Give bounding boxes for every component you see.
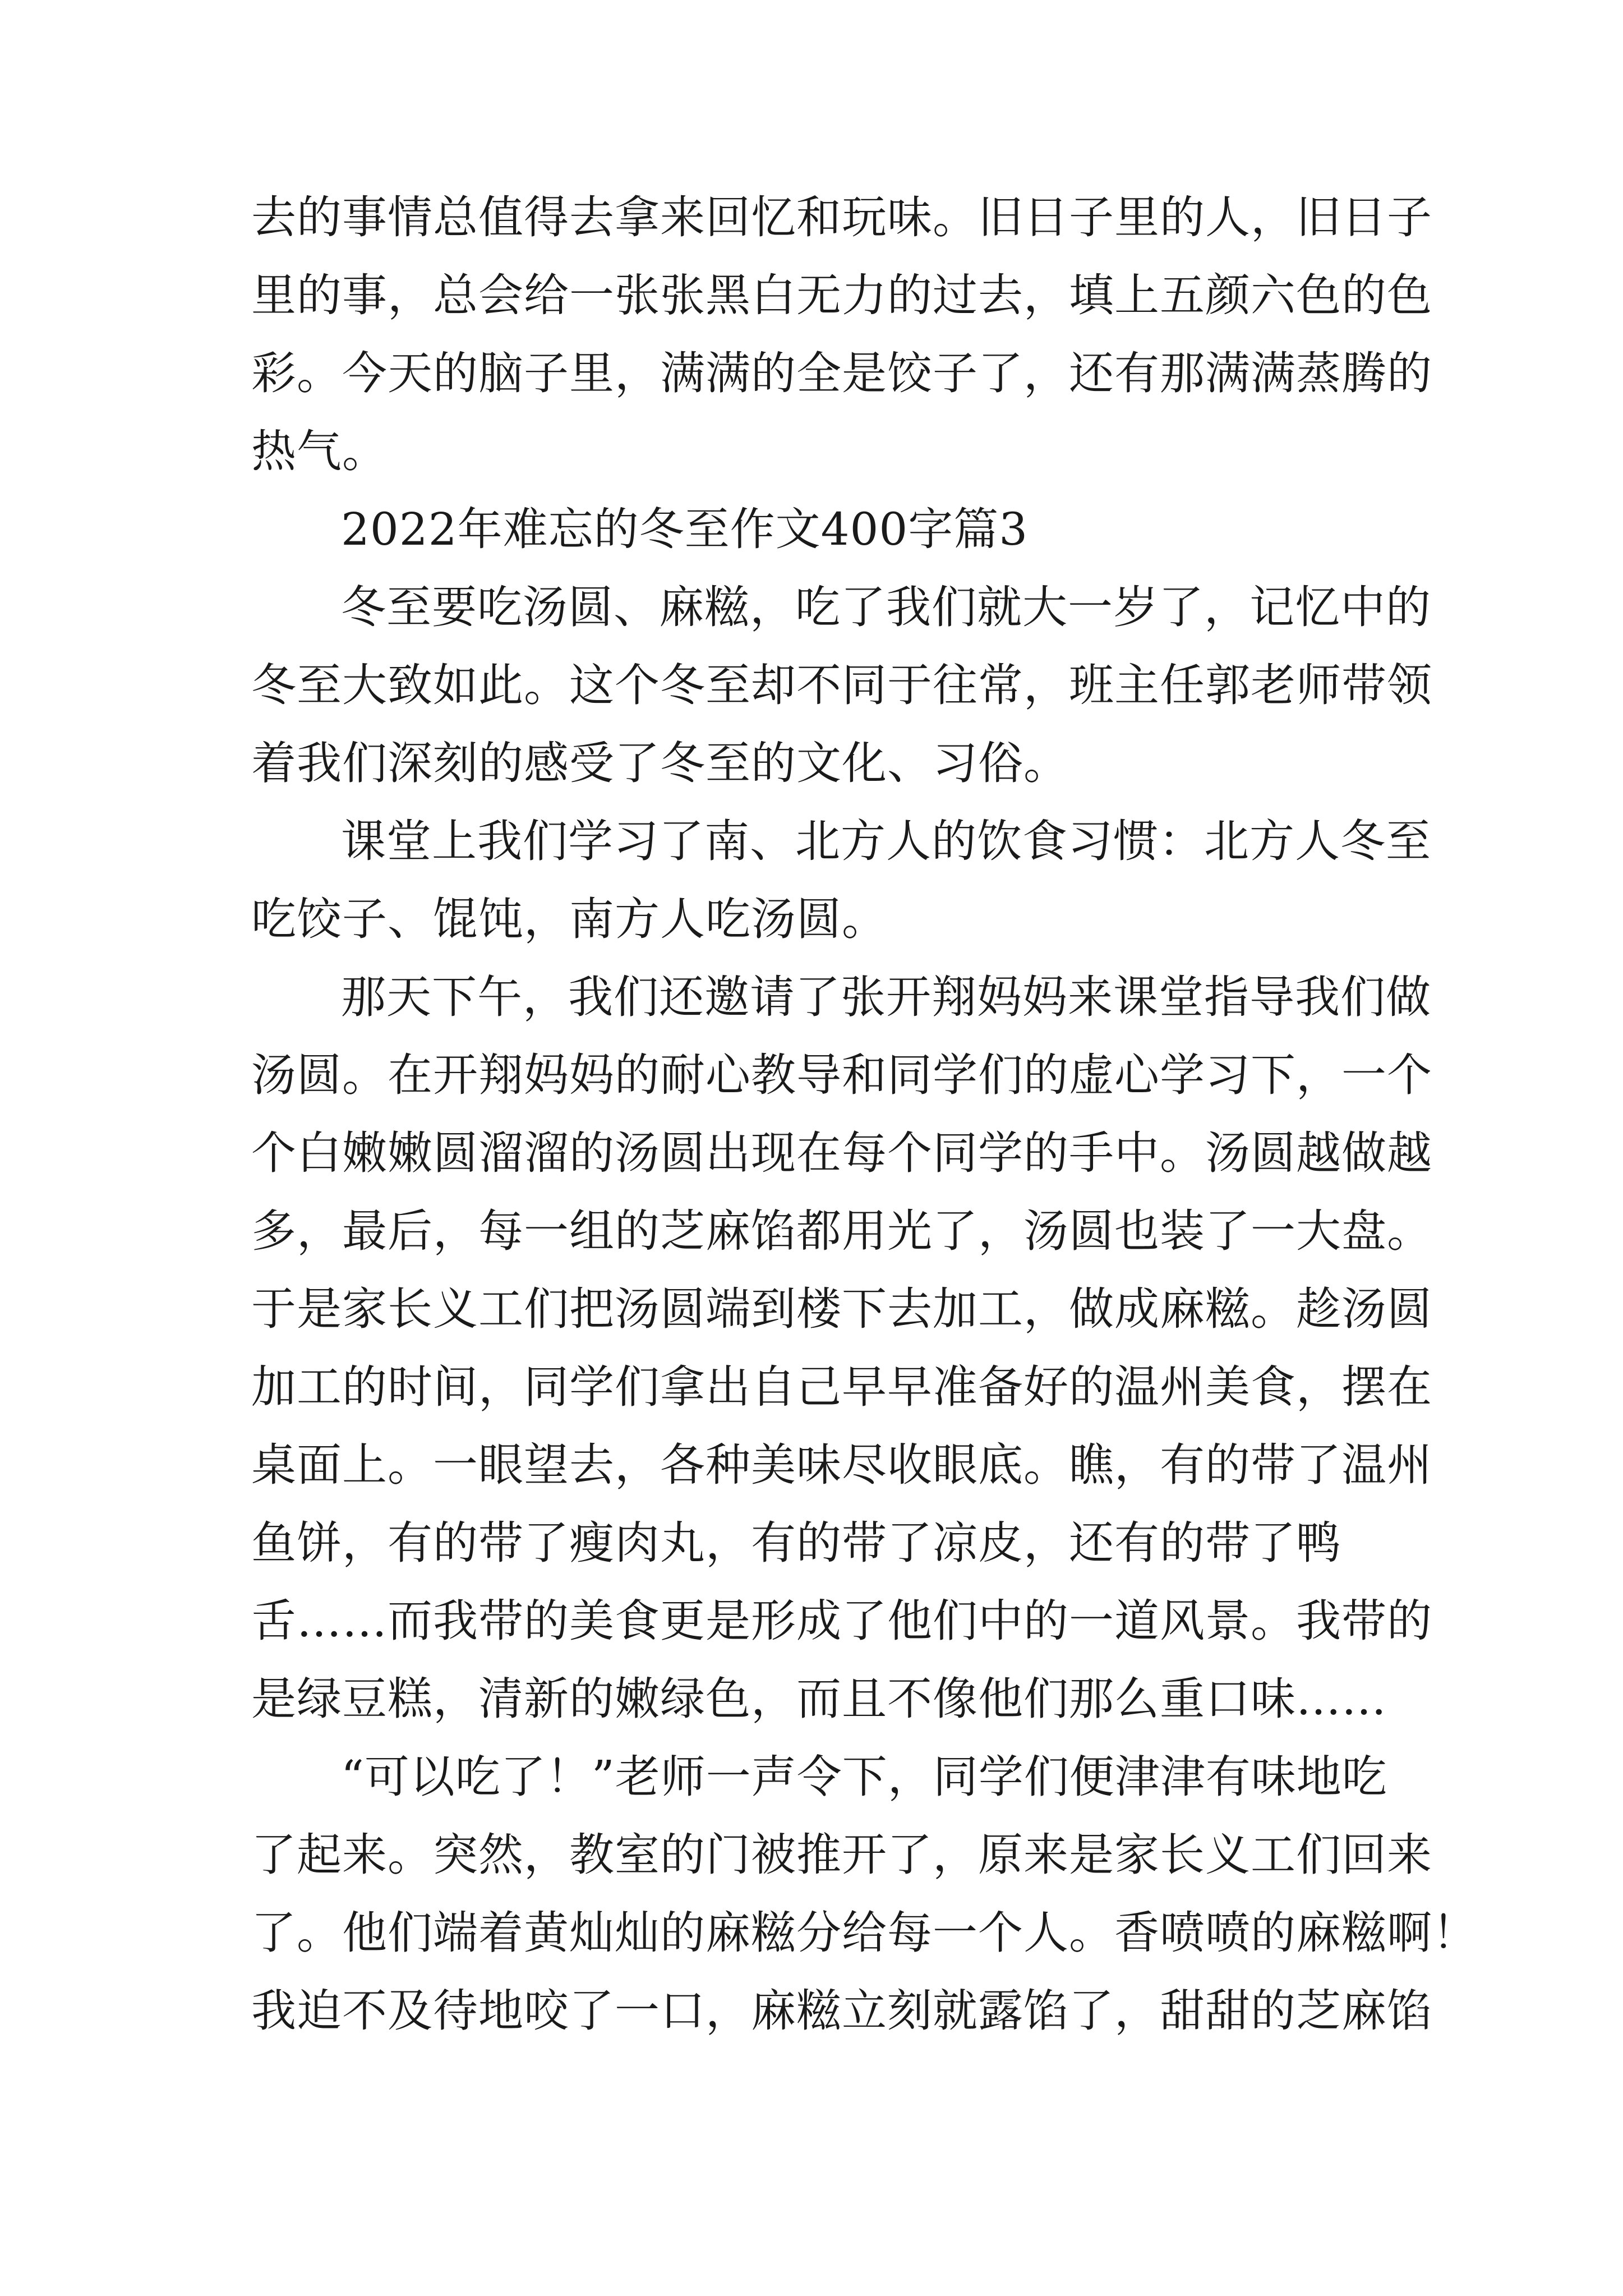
text-line: 加工的时间，同学们拿出自己早早准备好的温州美食，摆在 — [251, 1361, 1432, 1413]
document-body — [251, 178, 1478, 2050]
text-line: 多，最后，每一组的芝麻馅都用光了，汤圆也装了一大盘。 — [251, 1205, 1432, 1257]
text-line: 里的事，总会给一张张黑白无力的过去，填上五颜六色的色 — [251, 269, 1432, 321]
text-line: 鱼饼，有的带了瘦肉丸，有的带了凉皮，还有的带了鸭 — [251, 1517, 1341, 1569]
text-line: 2022年难忘的冬至作文400字篇3 — [341, 503, 1029, 555]
text-line: 课堂上我们学习了南、北方人的饮食习惯：北方人冬至 — [341, 815, 1431, 867]
text-line: 是绿豆糕，清新的嫩绿色，而且不像他们那么重口味…… — [251, 1673, 1387, 1725]
text-line: 了起来。突然，教室的门被推开了，原来是家长义工们回来 — [251, 1829, 1432, 1881]
text-line: 冬至大致如此。这个冬至却不同于往常，班主任郭老师带领 — [251, 659, 1432, 711]
text-line: 汤圆。在开翔妈妈的耐心教导和同学们的虚心学习下，一个 — [251, 1049, 1432, 1101]
text-line: 桌面上。一眼望去，各种美味尽收眼底。瞧，有的带了温州 — [251, 1439, 1432, 1491]
text-line: “可以吃了！”老师一声令下，同学们便津津有味地吃 — [341, 1751, 1387, 1803]
text-line: 去的事情总值得去拿来回忆和玩味。旧日子里的人，旧日子 — [251, 191, 1432, 243]
text-line: 吃饺子、馄饨，南方人吃汤圆。 — [251, 893, 887, 945]
text-line: 热气。 — [251, 425, 388, 477]
text-line: 彩。今天的脑子里，满满的全是饺子了，还有那满满蒸腾的 — [251, 347, 1432, 399]
text-line: 我迫不及待地咬了一口，麻糍立刻就露馅了，甜甜的芝麻馅 — [251, 1985, 1432, 2037]
text-line: 了。他们端着黄灿灿的麻糍分给每一个人。香喷喷的麻糍啊！ — [251, 1907, 1478, 1959]
text-line: 于是家长义工们把汤圆端到楼下去加工，做成麻糍。趁汤圆 — [251, 1283, 1432, 1335]
text-line: 那天下午，我们还邀请了张开翔妈妈来课堂指导我们做 — [341, 971, 1431, 1023]
text-line: 冬至要吃汤圆、麻糍，吃了我们就大一岁了，记忆中的 — [341, 581, 1431, 633]
text-line: 舌……而我带的美食更是形成了他们中的一道风景。我带的 — [251, 1595, 1432, 1647]
text-line: 着我们深刻的感受了冬至的文化、习俗。 — [251, 737, 1069, 789]
text-line: 个白嫩嫩圆溜溜的汤圆出现在每个同学的手中。汤圆越做越 — [251, 1127, 1432, 1179]
